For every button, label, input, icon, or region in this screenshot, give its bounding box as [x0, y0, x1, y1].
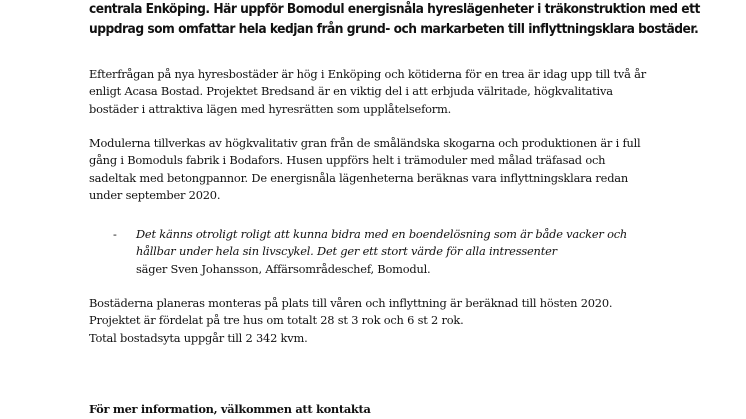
quote-line: hållbar under hela sin livscykel. Det ger ett stort värde för alla intressenter — [136, 244, 557, 259]
paragraph-line: enligt Acasa Bostad. Projektet Bredsand är en viktig del i att erbjuda välritade, högkvalitativa — [89, 84, 613, 99]
paragraph-line: bostäder i attraktiva lägen med hyresrätten som upplåtelseform. — [89, 101, 452, 116]
lead-line: uppdrag som omfattar hela kedjan från grund- och markarbeten till inflyttningsklara bostäder. — [89, 22, 699, 37]
paragraph-schedule — [89, 295, 612, 347]
paragraph-line: under september 2020. — [89, 188, 221, 203]
paragraph-line: Total bostadsyta uppgår till 2 342 kvm. — [89, 330, 308, 345]
lead-paragraph — [89, 0, 700, 40]
paragraph-line: Projektet är fördelat på tre hus om totalt 28 st 3 rok och 6 st 2 rok. — [89, 313, 464, 328]
quote-dash: - — [113, 227, 117, 241]
paragraph-line: Bostäderna planeras monteras på plats till våren och inflyttning är beräknad till hösten 2020. — [89, 296, 613, 310]
lead-line: centrala Enköping. Här uppför Bomodul energisnåla hyreslägenheter i träkonstruktion med ett — [89, 2, 700, 17]
paragraph-line: gång i Bomoduls fabrik i Bodafors. Husen uppförs helt i trämoduler med målad träfasad och — [89, 153, 606, 168]
contact-heading: För mer information, välkommen att kontakta — [89, 402, 371, 416]
paragraph-line: Modulerna tillverkas av högkvalitativ gran från de småländska skogarna och produktionen är i full — [89, 136, 641, 150]
paragraph-demand — [89, 66, 646, 118]
paragraph-line: Efterfrågan på nya hyresbostäder är hög i Enköping och kötiderna för en trea är idag upp till två år — [89, 67, 646, 81]
paragraph-production — [89, 135, 640, 205]
paragraph-line: sadeltak med betongpannor. De energisnåla lägenheterna beräknas vara inflyttningsklara redan — [89, 170, 629, 185]
quote-line: Det känns otroligt roligt att kunna bidra med en boendelösning som är både vacker och — [136, 227, 628, 241]
quote-attribution: säger Sven Johansson, Affärsområdeschef, Bomodul. — [136, 261, 431, 276]
